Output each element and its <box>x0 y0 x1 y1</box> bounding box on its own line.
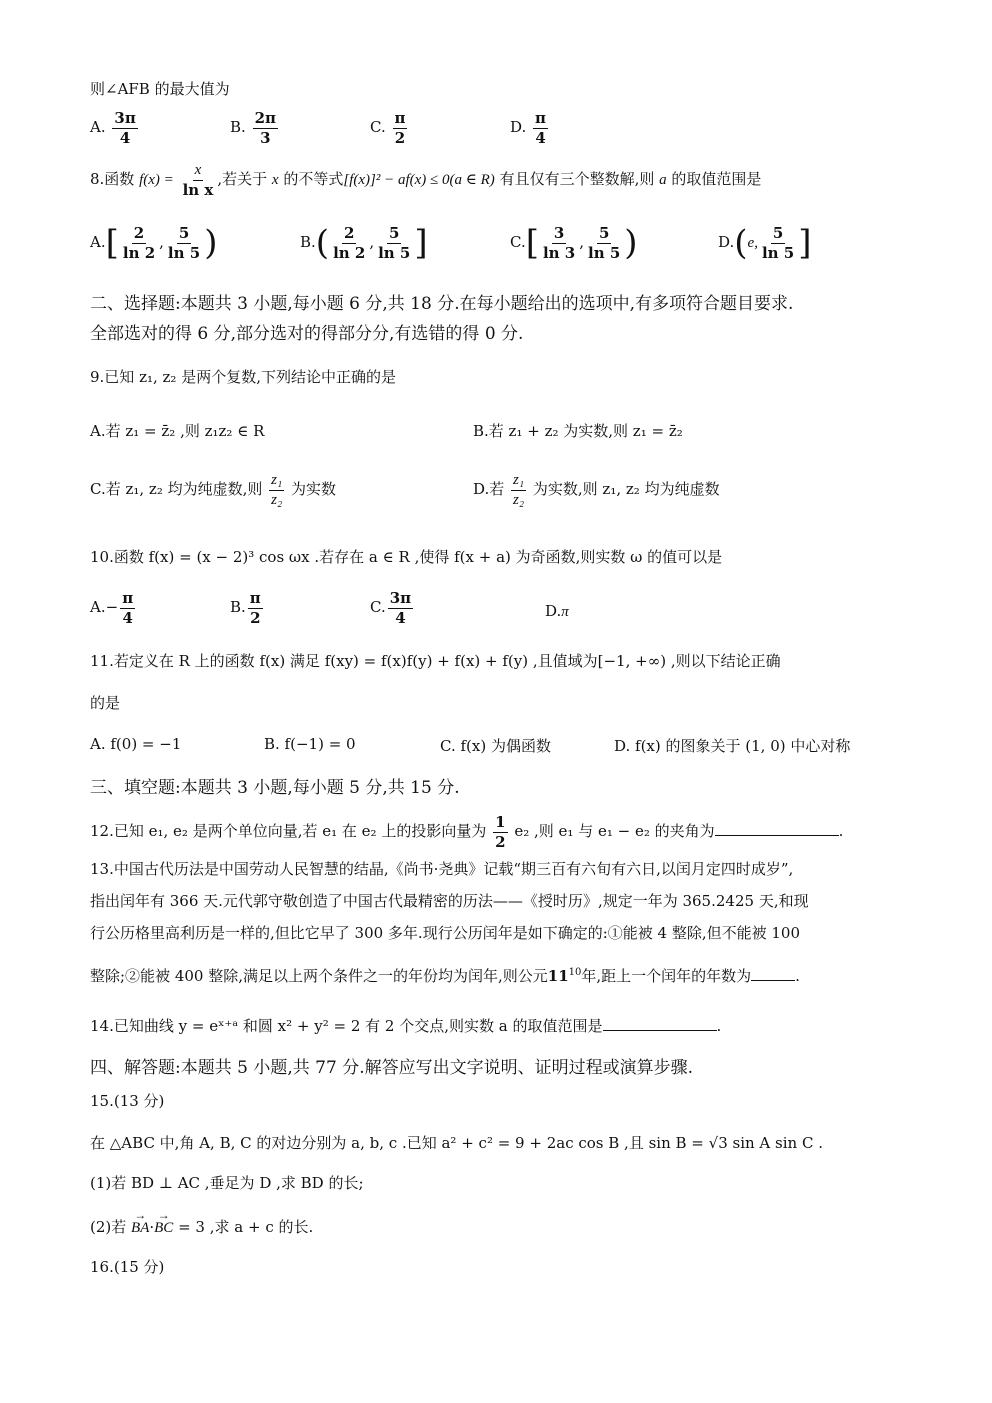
q15-part-2: (2)若 → BA·→ BC = 3 ,求 a + c 的长. <box>90 1218 313 1238</box>
q10-option-d: D.π <box>545 602 569 620</box>
q11-line-2: 的是 <box>90 694 121 712</box>
q7-option-d-fraction: $\frac{\pi}{4}$ <box>535 109 547 147</box>
q8-fraction: $\frac{x}{\text{ln x}}$ <box>182 162 214 199</box>
section-2-line-1: 二、选择题:本题共 3 小题,每小题 6 分,共 18 分.在每小题给出的选项中,有多项符合题目要求. <box>90 294 794 314</box>
q15-stem: 在 △ABC 中,角 A, B, C 的对边分别为 a, b, c .已知 a² + c² = 9 + 2ac cos B ,且 sin B = √3 sin A sin C . <box>90 1134 823 1152</box>
q7-option-a: A. $\frac{3\pi}{4}$ <box>90 109 136 147</box>
q7-option-d: D. $\frac{\pi}{4}$ <box>510 109 547 147</box>
section-3-title: 三、填空题:本题共 3 小题,每小题 5 分,共 15 分. <box>90 778 460 798</box>
section-2-line-2: 全部选对的得 6 分,部分选对的得部分分,有选错的得 0 分. <box>90 324 524 344</box>
q15-part-1: (1)若 BD ⊥ AC ,垂足为 D ,求 BD 的长; <box>90 1174 364 1192</box>
q13-answer-blank[interactable] <box>751 966 795 981</box>
q7-option-a-fraction: $\frac{3\pi}{4}$ <box>114 109 136 147</box>
q16-head: 16.(15 分) <box>90 1258 165 1276</box>
q12-answer-blank[interactable] <box>715 821 839 836</box>
q13-line-1: 13.中国古代历法是中国劳动人民智慧的结晶,《尚书·尧典》记载“期三百有六旬有六日,以闰月定四时成岁”, <box>90 860 794 878</box>
q11-option-b: B. f(−1) = 0 <box>264 735 356 753</box>
q8-stem: 8.函数 f(x) = $\frac{x}{\text{ln x}}$ ,若关于 x 的不等式[f(x)]² − af(x) ≤ 0(a ∈ R) 有且仅有三个整数解,则 a 的取值范围是 <box>90 162 762 199</box>
q7-option-c: C. $\frac{\pi}{2}$ <box>370 109 406 147</box>
q15-head: 15.(13 分) <box>90 1092 165 1110</box>
q8-option-b: B.( $\frac{2}{\ln 2}$ , $\frac{5}{\ln 5}$ ] <box>300 223 428 263</box>
q9-option-d: D.若 $\frac{\text{z₁}}{\text{z₂}}$ 为实数,则 z₁, z₂ 均为纯虚数 <box>473 472 720 508</box>
section-4-title: 四、解答题:本题共 5 小题,共 77 分.解答应写出文字说明、证明过程或演算步骤. <box>90 1058 694 1078</box>
q9-option-c: C.若 z₁, z₂ 均为纯虚数,则 $\frac{\text{z₁}}{\text{z₂}}$ 为实数 <box>90 472 337 508</box>
q9-option-a: A.若 z₁ = z̄₂ ,则 z₁z₂ ∈ R <box>90 422 265 440</box>
q11-option-c: C. f(x) 为偶函数 <box>440 737 551 755</box>
q13-line-3: 行公历格里高利历是一样的,但比它早了 300 多年.现行公历闰年是如下确定的:①能被 4 整除,但不能被 100 <box>90 924 801 942</box>
q13-line-2: 指出闰年有 366 天.元代郭守敬创造了中国古代最精密的历法——《授时历》,规定一年为 365.2425 天,和现 <box>90 892 809 910</box>
q9-stem: 9.已知 z₁, z₂ 是两个复数,下列结论中正确的是 <box>90 368 396 386</box>
q7-option-c-fraction: $\frac{\pi}{2}$ <box>394 109 406 147</box>
q8-option-c: C.[ $\frac{3}{\ln 3}$ , $\frac{5}{\ln 5}$ ) <box>510 223 638 263</box>
q14-answer-blank[interactable] <box>603 1016 717 1031</box>
q10-option-a: A.− $\frac{\pi}{4}$ <box>90 589 134 627</box>
vector-ba: → BA <box>131 1219 149 1238</box>
q9-option-b: B.若 z₁ + z₂ 为实数,则 z₁ = z̄₂ <box>473 422 683 440</box>
q7-option-b-fraction: $\frac{2\pi}{3}$ <box>254 109 276 147</box>
q8-option-d: D.(e, $\frac{5}{\ln 5}$ ] <box>718 223 812 263</box>
q14-line: 14.已知曲线 y = eˣ⁺ᵃ 和圆 x² + y² = 2 有 2 个交点,则实数 a 的取值范围是 . <box>90 1017 722 1035</box>
q10-stem: 10.函数 f(x) = (x − 2)³ cos ωx .若存在 a ∈ R ,使得 f(x + a) 为奇函数,则实数 ω 的值可以是 <box>90 548 723 566</box>
q7-option-b: B. $\frac{2\pi}{3}$ <box>230 109 276 147</box>
q7-tail: 则∠AFB 的最大值为 <box>90 80 230 98</box>
q11-option-a: A. f(0) = −1 <box>90 735 182 753</box>
q11-line-1: 11.若定义在 R 上的函数 f(x) 满足 f(xy) = f(x)f(y) + f(x) + f(y) ,且值域为[−1, +∞) ,则以下结论正确 <box>90 652 781 670</box>
q10-option-c: C. $\frac{3\pi}{4}$ <box>370 589 412 627</box>
q11-option-d: D. f(x) 的图象关于 (1, 0) 中心对称 <box>614 737 851 755</box>
q10-option-b: B. $\frac{\pi}{2}$ <box>230 589 261 627</box>
q8-option-a: A.[ $\frac{2}{\ln 2}$ , $\frac{5}{\ln 5}$ ) <box>90 223 218 263</box>
q13-line-4: 整除;②能被 400 整除,满足以上两个条件之一的年份均为闰年,则公元$11^{10}$年,距上一个闰年的年数为 . <box>90 967 800 985</box>
vector-bc: → BC <box>154 1219 173 1238</box>
q12-line: 12.已知 e₁, e₂ 是两个单位向量,若 e₁ 在 e₂ 上的投影向量为 $\frac{1}{2}$ e₂ ,则 e₁ 与 e₁ − e₂ 的夹角为 . <box>90 813 844 851</box>
